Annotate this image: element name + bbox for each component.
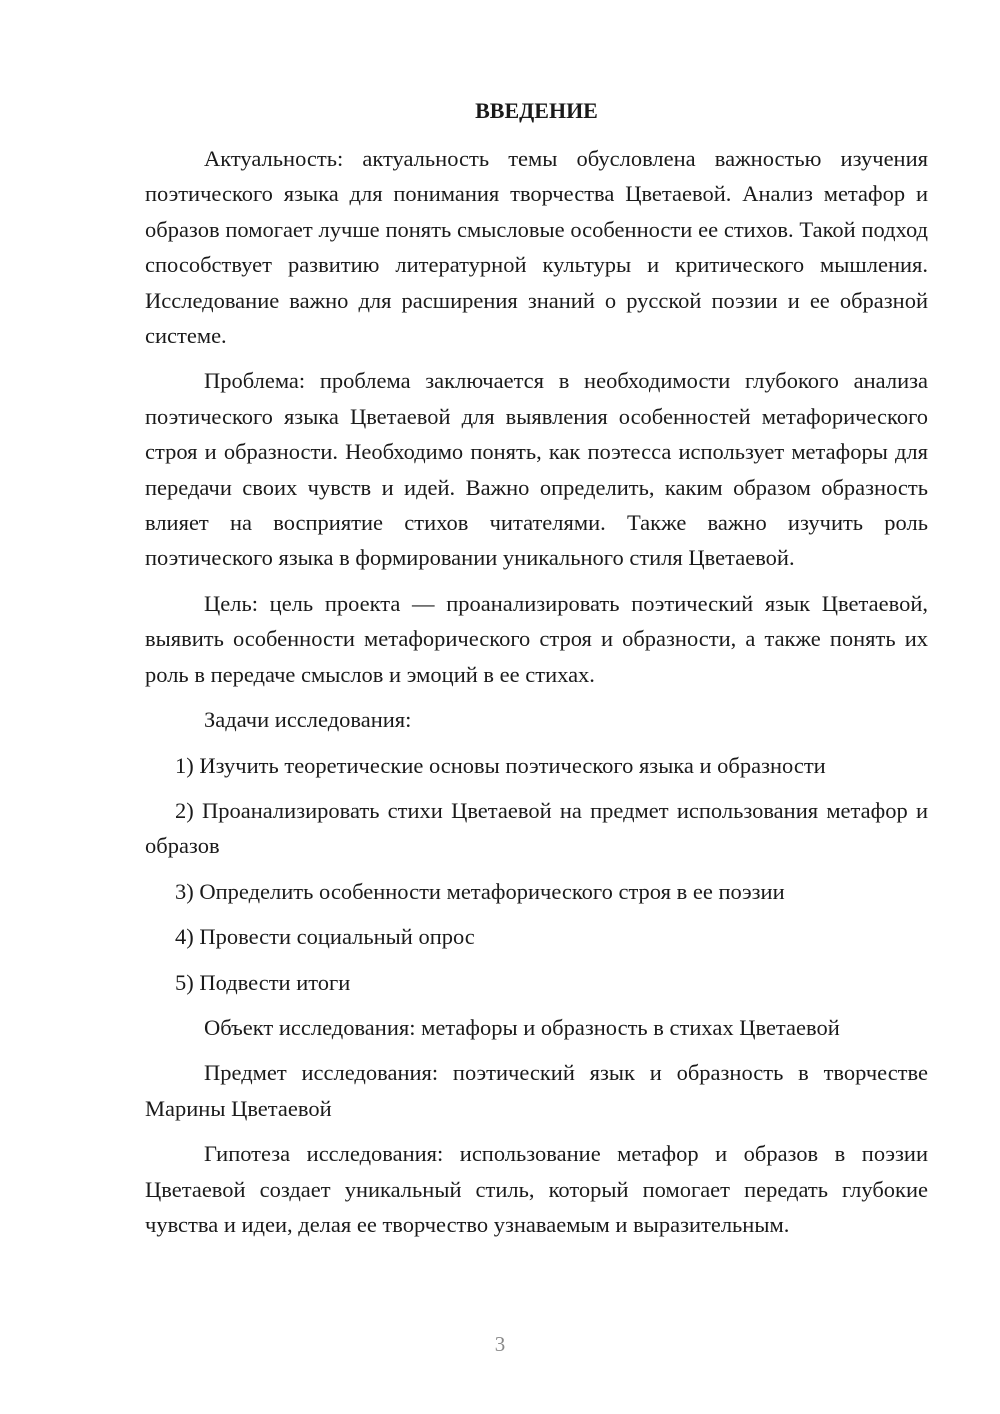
section-title: ВВЕДЕНИЕ bbox=[475, 98, 598, 123]
tasks-heading: Задачи исследования: bbox=[204, 707, 412, 733]
task-item-5: 5) Подвести итоги bbox=[175, 969, 351, 995]
paragraph-relevance: Актуальность: актуальность темы обусловлена важностью изучения поэтического языка для понимания творчества Цветаевой. Анализ метафор и образов помогает лучше понять смысловые особенности ее стихов. Такой подход способствует развитию литературной культуры и критического мышления. Исследование важно для расширения знаний о русской поэзии и ее образной системе. bbox=[145, 146, 928, 349]
document-body bbox=[145, 141, 928, 1252]
page-number: 3 bbox=[494, 1332, 506, 1356]
paragraph-goal: Цель: цель проекта — проанализировать поэтический язык Цветаевой, выявить особенности метафорического строя и образности, а также понять их роль в передаче смыслов и эмоций в ее стихах. bbox=[145, 590, 928, 687]
task-item-2: 2) Проанализировать стихи Цветаевой на предмет использования метафор и образов bbox=[145, 797, 928, 859]
paragraph-hypothesis: Гипотеза исследования: использование метафор и образов в поэзии Цветаевой создает уникальный стиль, который помогает передать глубокие чувства и идеи, делая ее творчество узнаваемым и выразительным. bbox=[145, 1141, 928, 1237]
paragraph-object: Объект исследования: метафоры и образность в стихах Цветаевой bbox=[204, 1014, 840, 1040]
paragraph-subject: Предмет исследования: поэтический язык и образность в творчестве Марины Цветаевой bbox=[145, 1060, 928, 1121]
task-item-1: 1) Изучить теоретические основы поэтического языка и образности bbox=[175, 752, 826, 778]
task-item-4: 4) Провести социальный опрос bbox=[175, 924, 475, 950]
task-item-3: 3) Определить особенности метафорического строя в ее поэзии bbox=[175, 878, 785, 904]
paragraph-problem: Проблема: проблема заключается в необходимости глубокого анализа поэтического языка Цветаевой для выявления особенностей метафорического строя и образности. Необходимо понять, как поэтесса использует метафоры для передачи своих чувств и идей. Важно определить, каким образом образность влияет на восприятие стихов читателями. Также важно изучить роль поэтического языка в формировании уникального стиля Цветаевой. bbox=[145, 368, 928, 571]
